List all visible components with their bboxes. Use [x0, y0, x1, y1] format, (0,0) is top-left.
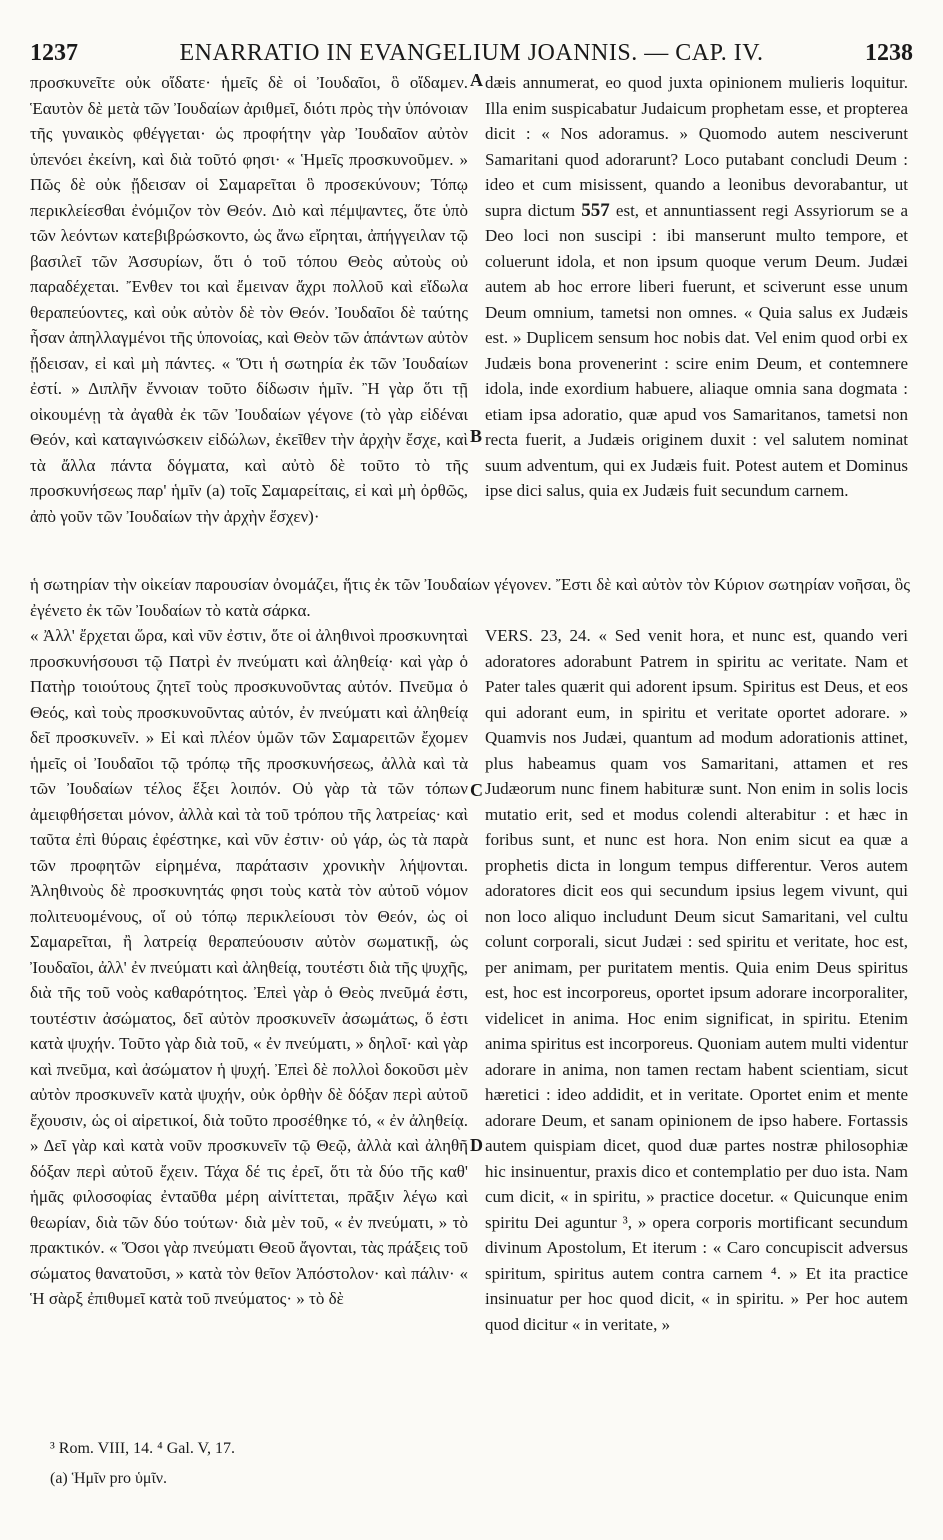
greek-text-span: ἡ σωτηρίαν τὴν οἰκείαν παρουσίαν ὀνομάζει, ἥτις ἐκ τῶν Ἰουδαίων γέγονεν. Ἔστι δὲ καὶ αὐτὸν τὸν Κύριον σωτηρίαν νοῆσαι, ὃς ἐγένετο ἐκ τῶν Ἰουδαίων τὸ κατὰ σάρκα. [30, 575, 910, 620]
margin-letter-d: D [470, 1135, 483, 1155]
greek-text-bottom: « Ἀλλ' ἔρχεται ὥρα, καὶ νῦν ἐστιν, ὅτε οἱ ἀληθινοὶ προσκυνηταὶ προσκυνήσουσι τῷ Πατρὶ ἐν πνεύματι καὶ ἀληθείᾳ· καὶ γὰρ ὁ Πατὴρ τοιούτους ζητεῖ τοὺς προσκυνοῦντας αὐτόν. Πνεῦμα ὁ Θεός, καὶ τοὺς προσκυνοῦντας αὐτόν, ἐν πνεύματι καὶ ἀληθείᾳ δεῖ προσκυνεῖν. » Εἰ καὶ πλέον ὑμῶν τῶν Σαμαρειτῶν ἔχομεν ἡμεῖς οἱ Ἰουδαῖοι τῷ τρόπῳ τῆς προσκυνήσεως, ἀλλὰ καὶ τὰ τῶν Ἰουδαίων τέλος ἕξει λοιπόν. Οὐ γὰρ τὰ τῶν τόπων ἀμειφθήσεται μόνον, ἀλλὰ καὶ τὰ τοῦ τρόπου τῆς λατρείας· καὶ ταῦτα ἐπὶ θύραις ἐφέστηκε, καὶ νῦν ἐστιν· οὐ γάρ, ὡς τὰ παρὰ τῶν προφητῶν εἰρημένα, παράτασιν χρονικὴν λήψονται. Ἀληθινοὺς δὲ προσκυνητάς φησι τοὺς κατὰ τὸν αὐτοῦ νόμον πολιτευομένους, οἵ οὐ τόπῳ περικλείουσι τὸν Θεόν, ὡς οἱ Σαμαρεῖται, ἢ λατρείᾳ θεραπεύουσιν αὐτὸν σωματικῇ, ὡς Ἰουδαῖοι, ἀλλ' ἐν πνεύματι καὶ ἀληθείᾳ, τουτέστι διὰ τῆς ψυχῆς, διὰ τῆς τοῦ νοὸς καθαρότητος. Ἐπεὶ γὰρ ὁ Θεὸς πνεῦμά ἐστι, τουτέστιν ἀσώματος, δεῖ αὐτὸν προσκυνεῖν ἀσωμάτως, ὅ ἐστι κατὰ ψυχήν. Τοῦτο γὰρ διὰ τοῦ, « ἐν πνεύματι, » δηλοῖ· καὶ γὰρ καὶ πνεῦμα, καὶ ἀσώματον ἡ ψυχή. Ἐπεὶ δὲ πολλοὶ δοκοῦσι μὲν αὐτὸν προσκυνεῖν κατὰ ψυχήν, οὐκ ὀρθὴν δὲ δόξαν περὶ αὐτοῦ ἔχουσιν, ὡς οἱ αἱρετικοί, διὰ τοῦτο προσέθηκε τό, « ἐν ἀληθείᾳ. » Δεῖ γὰρ καὶ κατὰ νοῦν προσκυνεῖν τῷ Θεῷ, ἀλλὰ καὶ ἀληθῆ δόξαν περὶ αὐτοῦ ἔχειν. Τάχα δέ τις ἐρεῖ, ὅτι τὰ δύο τῆς καθ' ἡμᾶς φιλοσοφίας ἐνταῦθα μέρη αἰνίττεται, πρᾶξιν λέγω καὶ θεωρίαν, διὰ τῶν δύο τούτων· διὰ μὲν τοῦ, « ἐν πνεύματι, » τὸ πρακτικόν. « Ὅσοι γὰρ πνεύματι Θεοῦ ἄγονται, τὰς πράξεις τοῦ σώματος θανατοῦσι, » κατὰ τὸν θεῖον Ἀπόστολον· καὶ πάλιν· « Ἡ σὰρξ ἐπιθυμεῖ κατὰ τοῦ πνεύματος· » τὸ δὲ [30, 626, 468, 1308]
latin-column-bottom [485, 623, 908, 1337]
latin-text-top-b: est, et annuntiassent regi Assyriorum se a Deo loci non suscipi : ibi manserunt multo tempore, et coluerunt idola, et non ipsum quoque verum Deum. Judæi autem ab hoc errore liberi fuerunt, et sciverunt esse unum Deum omnium, tametsi non omnes. « Quia salus ex Judæis est. » Duplicem sensum hoc nobis dat. Vel enim quod orbi ex Judæis bona provenerint : scire enim Deum, et contemnere idola, inde exordium habuere, aliaque omnia sana dogmata : etiam ipsa adoratio, quæ apud vos Samaritanos, tametsi non recta fuerit, a Judæis originem duxit : vel salutem nominat suum adventum, qui ex Judæis fuit. Potest autem et Dominus ipse dici salus, quia ex Judæis fuit secundum carnem. [485, 200, 909, 500]
running-title: ENARRATIO IN EVANGELIUM JOANNIS. — CAP. IV. [179, 40, 764, 66]
latin-text-top [485, 70, 908, 504]
footnote-references: ³ Rom. VIII, 14. ⁴ Gal. V, 17. [50, 1440, 236, 1457]
margin-letter-c: C [470, 780, 483, 800]
footnote-note: (a) Ἡμῖν pro ὑμῖν. [50, 1470, 167, 1487]
page-number-right: 1238 [865, 40, 913, 66]
page-header [30, 40, 913, 70]
greek-text-top: προσκυνεῖτε οὐκ οἴδατε· ἡμεῖς δὲ οἱ Ἰουδαῖοι, ὃ οἴδαμεν. Ἑαυτὸν δὲ μετὰ τῶν Ἰουδαίων ἀριθμεῖ, διότι πρὸς τὴν ὑπόνοιαν τῆς γυναικὸς φθέγγεται· ὡς προφήτην γὰρ Ἰουδαῖον αὐτὸν ὑπενόει ἐκείνη, καὶ διὰ τοῦτό φησι· « Ἡμεῖς προσκυνοῦμεν. » Πῶς δὲ οὐκ ᾔδεισαν οἱ Σαμαρεῖται ὃ προσεκύνουν; Τόπῳ περικλείεσθαι ἐνόμιζον τὸν Θεόν. Διὸ καὶ πέμψαντες, ὅτε ὑπὸ τῶν λεόντων κατεβιβρώσκοντο, ὡς ἄνω εἴρηται, ἀπήγγειλαν τῷ βασιλεῖ τῶν Ἀσσυρίων, ὅτι ὁ τοῦ τόπου Θεὸς αὐτοὺς οὐ παραδέχεται. Ἔνθεν τοι καὶ ἔμειναν ἄχρι πολλοῦ καὶ εἴδωλα θεραπεύοντες, καὶ οὐκ αὐτὸν δὲ τὸν Θεόν. Ἰουδαῖοι δὲ ταύτης ἦσαν ἀπηλλαγμένοι τῆς ὑπονοίας, καὶ Θεὸν τῶν ἁπάντων αὐτὸν ᾔδεισαν, εἰ καὶ μὴ πάντες. « Ὅτι ἡ σωτηρία ἐκ τῶν Ἰουδαίων ἐστί. » Διπλῆν ἔννοιαν τοῦτο δίδωσιν ἡμῖν. Ἢ γὰρ ὅτι τῇ οἰκουμένῃ τὰ ἀγαθὰ ἐκ τῶν Ἰουδαίων γέγονε (τὸ γὰρ εἰδέναι Θεόν, καὶ καταγινώσκειν εἰδώλων, ἐκεῖθεν τὴν ἀρχὴν ἔσχε, καὶ τὰ ἄλλα πάντα δόγματα, καὶ αὐτὸ δὲ τοῦτο τὸ τῆς προσκυνήσεως παρ' ἡμῖν (a) τοῖς Σαμαρείταις, εἰ καὶ μὴ ὀρθῶς, ἀπὸ γοῦν τῶν Ἰουδαίων τὴν ἀρχὴν ἔσχεν)· [30, 73, 468, 526]
page-number-left: 1237 [30, 40, 78, 66]
greek-span-line [30, 572, 910, 623]
column-number: 557 [581, 199, 610, 221]
latin-text-top-a: dæis annumerat, eo quod juxta opinionem mulieris loquitur. Illa enim suspicabatur Judaicum prophetam esse, et propterea dicit : « Nos adoramus. » Quomodo autem nesciverunt Samaritani quod adorarunt? Loco putabant concludi Deum : ideo et cum misissent, quando a leonibus devorabantur, ut supra dictum [485, 73, 908, 220]
greek-column-bottom [30, 623, 468, 1312]
margin-letter-b: B [470, 426, 483, 446]
margin-letter-a: A [470, 70, 483, 90]
latin-column-top [485, 70, 908, 504]
greek-column-top [30, 70, 468, 529]
latin-text-bottom: VERS. 23, 24. « Sed venit hora, et nunc est, quando veri adoratores adorabunt Patrem in spiritu ac veritate. Nam et Pater tales quærit qui adorent ipsum. Spiritus est Deus, et eos qui adorant eum, in spiritu et veritate oportet adorare. » Quamvis nos Judæi, quantum ad modum adorationis attinet, plus habeamus quam vos Samaritani, attamen et res Judæorum nunc finem habituræ sunt. Non enim in solis locis mutatio erit, sed et modus colendi alterabitur : et hæc in foribus sunt, et nunc est hora. Non enim sicut ea quæ a prophetis dicta in longum tempus differentur. Veros autem adoratores dicit eos qui secundum ipsius legem vivunt, qui non loco aliquo includunt Deum sicut Samaritani, vel cultu colunt corporali, sicut Judæi : sed spiritu et veritate, hoc est, per animam, per puritatem mentis. Quia enim Deus spiritus est, hoc est incorporeus, oportet ipsum adorare incorporaliter, videlicet in anima. Hoc enim significat, in spiritu. Etenim anima spiritus est incorporeus. Quoniam autem multi videntur adorare in anima, non tamen rectam habent scientiam, sicut hæretici : ideo addidit, et in veritate. Oportet enim et mente adorare Deum, et sanam opinionem de ipso habere. Fortassis autem quispiam dicet, quod duæ partes nostræ philosophiæ hic insinuentur, praxis dico et contemplatio per duo ista. Nam cum dicit, « in spiritu, » practice docetur. « Quicunque enim spiritu Dei aguntur ³, » opera corporis mortificant secundum divinum Apostolum, Et iterum : « Caro concupiscit adversus spiritum, spiritus autem contra carnem ⁴. » Et ita practice insinuatur per hoc quod dicit, « in spiritu. » Per hoc autem quod dicitur « in veritate, » [485, 626, 908, 1334]
